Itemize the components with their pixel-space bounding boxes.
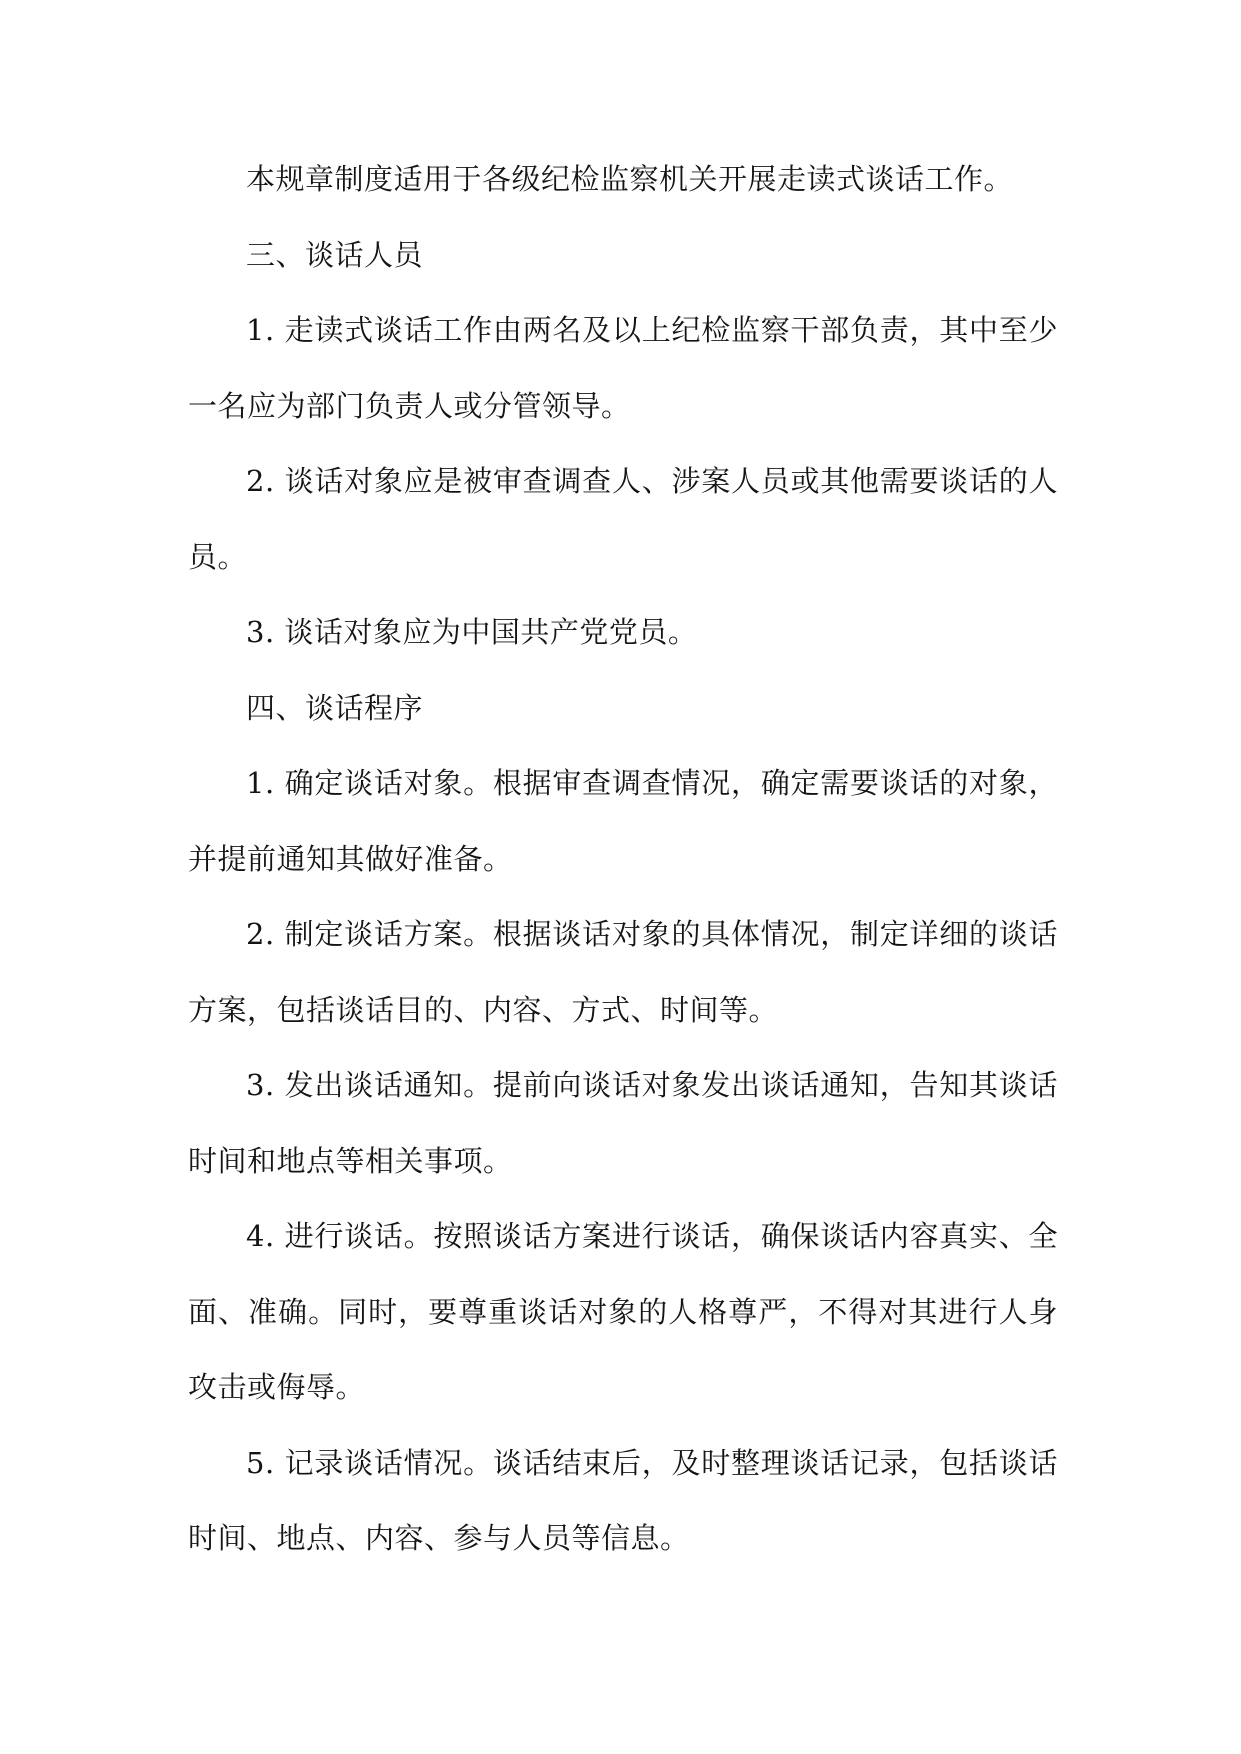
paragraph-procedure-3: 3. 发出谈话通知。提前向谈话对象发出谈话通知，告知其谈话时间和地点等相关事项。 (188, 1068, 1058, 1178)
heading-section-3: 三、谈话人员 (246, 237, 424, 272)
paragraph-personnel-1: 1. 走读式谈话工作由两名及以上纪检监察干部负责，其中至少一名应为部门负责人或分管领导。 (188, 313, 1058, 423)
paragraph-personnel-2: 2. 谈话对象应是被审查调查人、涉案人员或其他需要谈话的人员。 (188, 464, 1058, 574)
paragraph-scope: 本规章制度适用于各级纪检监察机关开展走读式谈话工作。 (246, 162, 1014, 196)
paragraph-procedure-5: 5. 记录谈话情况。谈话结束后，及时整理谈话记录，包括谈话时间、地点、内容、参与人员等信息。 (188, 1445, 1058, 1555)
heading-section-4: 四、谈话程序 (246, 690, 424, 725)
paragraph-personnel-3: 3. 谈话对象应为中国共产党党员。 (246, 615, 698, 649)
paragraph-procedure-4: 4. 进行谈话。按照谈话方案进行谈话，确保谈话内容真实、全面、准确。同时，要尊重谈话对象的人格尊严，不得对其进行人身攻击或侮辱。 (188, 1219, 1058, 1404)
paragraph-procedure-1: 1. 确定谈话对象。根据审查调查情况，确定需要谈话的对象，并提前通知其做好准备。 (188, 766, 1058, 876)
paragraph-procedure-2: 2. 制定谈话方案。根据谈话对象的具体情况，制定详细的谈话方案，包括谈话目的、内容、方式、时间等。 (188, 917, 1058, 1027)
document-body (188, 142, 1058, 1577)
